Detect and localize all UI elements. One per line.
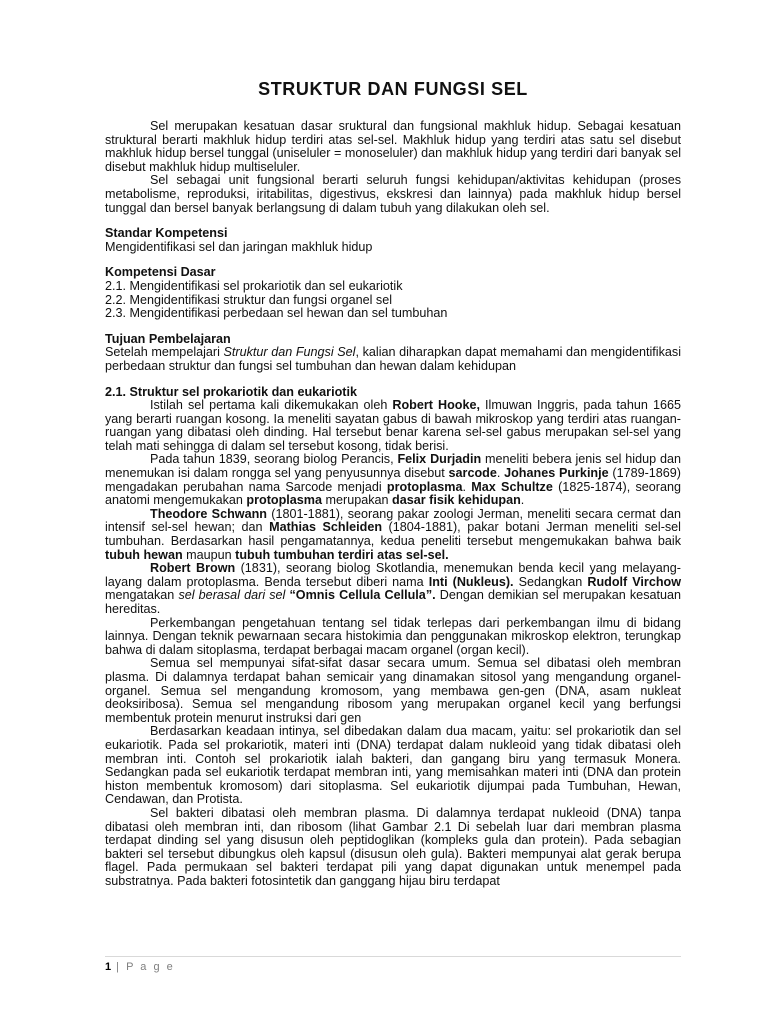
intro-paragraph-1: Sel merupakan kesatuan dasar sruktural dan fungsional makhluk hidup. Sebagai kesatuan struktural berarti makhluk hidup terdiri atas sel-sel. Makhluk hidup yang terdiri atas satu sel disebut makhluk hidup bersel tunggal (uniseluler = monoseluler) dan makhluk hidup yang terdiri dari banyak sel disebut makhluk hidup multiseluler. (105, 119, 681, 174)
section-paragraph-perkembangan: Perkembangan pengetahuan tentang sel tidak terlepas dari perkembangan ilmu di bidang lainnya. Dengan teknik pewarnaan secara histokimia dan penggunakan mikroskop elektron, terungkap bahwa di dalam sitoplasma, terdapat berbagai macam organel (organ kecil). (105, 615, 681, 657)
bold-term: protoplasma (246, 493, 322, 508)
text-run: mengatakan (105, 588, 179, 603)
bold-name: Johanes Purkinje (504, 466, 609, 481)
text-run: (1831), seorang biolog Skotlandia, menemukan benda kecil yang melayang-layang dalam protoplasma. Benda tersebut diberi nama (105, 561, 681, 589)
section-paragraph-schwann (105, 508, 681, 562)
kompetensi-dasar-section (105, 266, 681, 320)
page-number: 1 (105, 961, 112, 973)
tujuan-italic-title: Struktur dan Fungsi Sel (223, 345, 356, 360)
section-paragraph-durjadin (105, 453, 681, 507)
tujuan-pembelajaran-text (105, 346, 681, 373)
text-run: Pada tahun 1839, seorang biolog Perancis, (150, 452, 398, 467)
standar-kompetensi-section (105, 227, 681, 254)
section-2-1-heading: 2.1. Struktur sel prokariotik dan eukariotik (105, 384, 357, 399)
kompetensi-dasar-heading: Kompetensi Dasar (105, 265, 216, 280)
bold-name: Robert Brown (150, 561, 236, 576)
bold-name: Mathias Schleiden (269, 520, 383, 535)
kompetensi-item: 2.1. Mengidentifikasi sel prokariotik dan sel eukariotik (105, 278, 403, 293)
tujuan-text-part: Setelah mempelajari (105, 345, 224, 360)
page-footer (105, 956, 681, 973)
section-paragraph-prokariotik-eukariotik: Berdasarkan keadaan intinya, sel dibedakan dalam dua macam, yaitu: sel prokariotik dan sel eukariotik. Pada sel prokariotik, materi inti (DNA) terdapat dalam nukleoid yang tidak dibatasi oleh membran inti. Contoh sel prokariotik ialah bakteri, dan gangang biru yang termasuk Monera. Sedangkan pada sel eukariotik terdapat membran inti, yang memisahkan materi inti (DNA dan protein histon membentuk kromosom) dari sitoplasma. Sel eukariotik dijumpai pada Tumbuhan, Hewan, Cendawan, dan Protista. (105, 724, 681, 807)
text-run: . (496, 466, 505, 481)
text-run: merupakan (322, 493, 393, 508)
bold-term: sarcode (448, 466, 497, 481)
bold-name: Robert Hooke, (392, 398, 481, 413)
bold-name: Felix Durjadin (397, 452, 482, 467)
section-paragraph-sel-bakteri: Sel bakteri dibatasi oleh membran plasma. Di dalamnya terdapat nukleoid (DNA) tanpa dibatasi oleh membran inti, dan ribosom (lihat Gambar 2.1 Di sebelah luar dari membran plasma terdapat dinding sel yang disusun oleh peptidoglikan (kompleks gula dan protein). Pada sebagian bakteri sel tersebut dibungkus oleh kapsul (disusun oleh gula). Bakteri mempunyai alat gerak berupa flagel. Pada permukaan sel bakteri terdapat pili yang dapat digunakan untuk menempel pada substratnya. Pada bakteri fotosintetik dan ganggang hijau biru terdapat (105, 805, 681, 888)
bold-name: Max Schultze (471, 479, 553, 494)
bold-term: tubuh hewan (105, 547, 183, 562)
bold-term: protoplasma (386, 479, 463, 494)
footer-separator: | (111, 961, 127, 973)
text-run: Ilmuwan Inggris, pada tahun 1665 yang berarti ruangan kosong. Ia meneliti sayatan gabus di bawah mikroskop yang terdiri atas ruangan-ruangan yang dibatasi oleh dinding. Hal tersebut benar karena sel-sel gabus merupakan sel-sel yang telah mati sehingga di dalam sel tersebut kosong, tidak berisi. (105, 398, 681, 453)
section-2-1 (105, 386, 681, 889)
bold-term: dasar fisik kehidupan (392, 493, 521, 508)
kompetensi-item: 2.2. Mengidentifikasi struktur dan fungsi organel sel (105, 292, 393, 307)
text-run: (1801-1881), seorang pakar zoologi Jerman, meneliti secara cermat dan intensif sel-sel hewan; dan (105, 506, 681, 535)
text-run: (1825-1874), seorang anatomi mengemukakan (105, 479, 682, 508)
text-run: (1804-1881), pakar botani Jerman meneliti sel-sel tumbuhan. Berdasarkan hasil pengamatannya, kedua peneliti tersebut mengemukakan bahwa baik (105, 520, 681, 549)
section-paragraph-sifat-dasar: Semua sel mempunyai sifat-sifat dasar secara umum. Semua sel dibatasi oleh membran plasma. Di dalamnya terdapat bahan semicair yang dinamakan sitosol yang mengandung organel-organel. Semua sel mengandung kromosom, yang membawa gen-gen (DNA, asam nukleat deoksiribosa). Semua sel mengandung ribosom yang merupakan organel kecil yang berfungsi membentuk protein menurut instruksi dari gen (105, 656, 681, 725)
standar-kompetensi-heading: Standar Kompetensi (105, 226, 228, 241)
italic-phrase: sel berasal dari sel (178, 588, 286, 603)
standar-kompetensi-text: Mengidentifikasi sel dan jaringan makhluk hidup (105, 239, 373, 254)
bold-term: Inti (Nukleus). (428, 574, 514, 589)
page-title: STRUKTUR DAN FUNGSI SEL (258, 79, 528, 99)
bold-term: tubuh tumbuhan terdiri atas sel-sel. (235, 547, 449, 562)
tujuan-pembelajaran-section (105, 333, 681, 374)
text-run: Sedangkan (513, 574, 588, 589)
text-run: (1789-1869) mengadakan perubahan nama Sarcode menjadi (105, 466, 681, 494)
text-run: maupun (182, 547, 236, 562)
page-content (105, 78, 681, 888)
page-label: P a g e (126, 961, 175, 973)
kompetensi-item: 2.3. Mengidentifikasi perbedaan sel hewan dan sel tumbuhan (105, 306, 448, 321)
tujuan-text-part: , kalian diharapkan dapat memahami dan mengidentifikasi perbedaan struktur dan fungsi sel tumbuhan dan hewan dalam kehidupan (105, 345, 681, 373)
bold-name: Rudolf Virchow (587, 574, 682, 589)
intro-paragraph-2: Sel sebagai unit fungsional berarti seluruh fungsi kehidupan/aktivitas kehidupan (proses metabolisme, reproduksi, iritabilitas, digestivus, ekskresi dan lainnya) pada makhluk hidup bersel tunggal dan bersel banyak berlangsung di dalam tubuh yang dilakukan oleh sel. (105, 173, 681, 215)
tujuan-pembelajaran-heading: Tujuan Pembelajaran (105, 331, 231, 346)
text-run: meneliti bebera jenis sel hidup dan menemukan isi dalam rongga sel yang penyusunnya disebut (105, 452, 681, 481)
bold-name: Theodore Schwann (150, 506, 267, 521)
text-run: . (520, 493, 525, 508)
section-paragraph-hooke (105, 399, 681, 453)
bold-quote: “Omnis Cellula Cellula”. (289, 588, 436, 603)
text-run: . (462, 479, 472, 494)
text-run: Dengan demikian sel merupakan kesatuan hereditas. (105, 588, 682, 616)
text-run: Istilah sel pertama kali dikemukakan oleh (150, 398, 393, 413)
section-paragraph-brown (105, 562, 681, 616)
